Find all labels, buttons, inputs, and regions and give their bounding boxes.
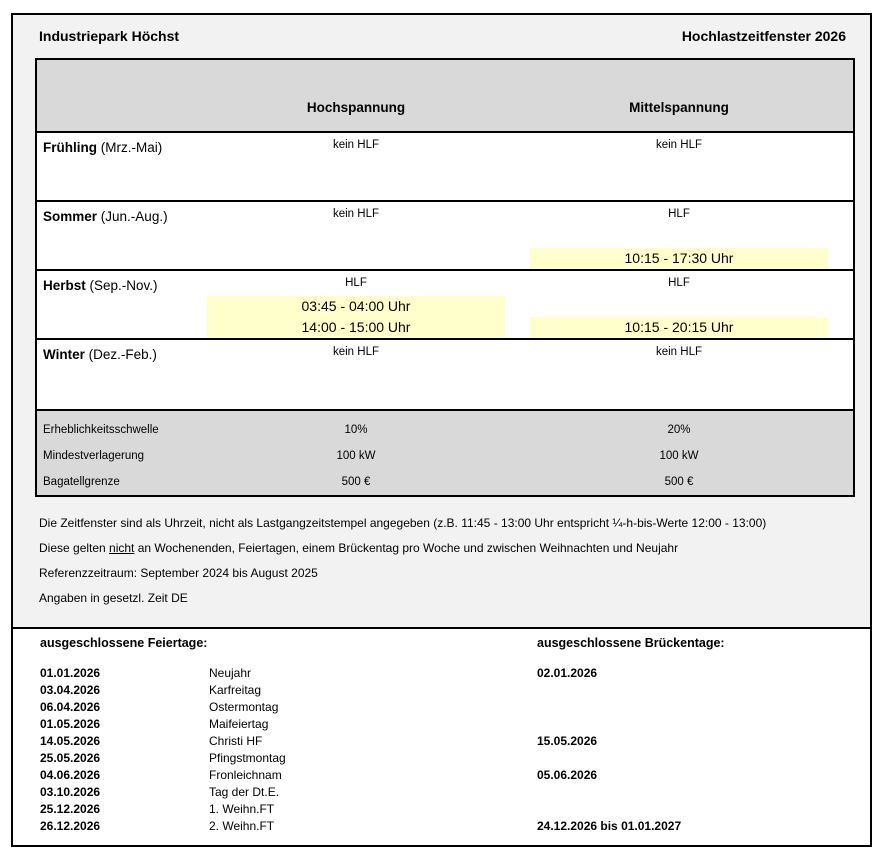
parameter-row-erheblichkeitsschwelle <box>37 417 853 443</box>
exclusions-headers <box>40 636 870 650</box>
holiday-date: 03.10.2026 <box>40 785 101 799</box>
column-header-mittelspannung: Mittelspannung <box>629 100 729 115</box>
parameter-value-mittel: 100 kW <box>659 450 699 462</box>
holiday-name: Neujahr <box>209 666 252 680</box>
cell-hochspannung <box>207 202 505 269</box>
season-label <box>37 133 207 200</box>
hlf-time-window <box>207 296 505 338</box>
row-spacer <box>828 133 853 200</box>
season-label <box>37 202 207 269</box>
holiday-date: 06.04.2026 <box>40 700 101 714</box>
holiday-date: 03.04.2026 <box>40 683 101 697</box>
list-item <box>40 784 870 801</box>
bridgeday-date: 15.05.2026 <box>537 734 598 748</box>
season-name: Herbst <box>43 278 86 293</box>
time-range: 10:15 - 20:15 Uhr <box>624 319 734 335</box>
holiday-date: 25.12.2026 <box>40 802 101 816</box>
cell-hochspannung <box>207 271 505 338</box>
exclusions-section <box>13 627 870 845</box>
column-header-hochspannung: Hochspannung <box>306 100 406 115</box>
column-gap <box>505 202 530 269</box>
note-timezone: Angaben in gesetzl. Zeit DE <box>39 591 188 605</box>
list-item <box>40 665 870 682</box>
document-title: Hochlastzeitfenster 2026 <box>681 28 846 44</box>
bridgeday-date: 05.06.2026 <box>537 768 598 782</box>
parameter-value-mittel: 500 € <box>664 476 694 488</box>
column-gap <box>505 133 530 200</box>
table-row-fruehling <box>37 133 853 202</box>
column-gap <box>505 271 530 338</box>
time-range: 10:15 - 17:30 Uhr <box>624 250 734 266</box>
holiday-name: Christi HF <box>209 734 263 748</box>
list-item <box>40 801 870 818</box>
season-range: (Jun.-Aug.) <box>100 209 168 224</box>
holiday-name: Pfingstmontag <box>209 751 286 765</box>
hlf-status: kein HLF <box>332 346 380 358</box>
hlf-status: kein HLF <box>655 139 703 151</box>
holidays-header: ausgeschlossene Feiertage: <box>40 636 208 650</box>
hlf-time-window <box>530 317 828 338</box>
hlf-status: kein HLF <box>332 208 380 220</box>
row-spacer <box>828 271 853 338</box>
titlebar <box>13 15 870 58</box>
cell-hochspannung <box>207 340 505 409</box>
hlf-status: kein HLF <box>332 139 380 151</box>
season-range: (Dez.-Feb.) <box>88 347 157 362</box>
season-label <box>37 340 207 409</box>
holiday-name: Ostermontag <box>209 700 279 714</box>
season-name: Winter <box>43 347 85 362</box>
season-label <box>37 271 207 338</box>
holiday-date: 25.05.2026 <box>40 751 101 765</box>
hlf-status: HLF <box>668 208 690 220</box>
hlf-status: HLF <box>668 277 690 289</box>
hlf-status: kein HLF <box>655 346 703 358</box>
hlf-status: HLF <box>345 277 367 289</box>
exclusions-list <box>40 665 870 835</box>
table-parameters <box>37 411 853 495</box>
parameter-value-hoch: 10% <box>344 424 368 436</box>
list-item <box>40 682 870 699</box>
list-item <box>40 818 870 835</box>
cell-mittelspannung <box>530 133 828 200</box>
column-gap <box>505 340 530 409</box>
note-validity <box>39 536 846 561</box>
note-validity-nicht: nicht <box>109 541 135 555</box>
table-row-winter <box>37 340 853 411</box>
time-range: 03:45 - 04:00 Uhr <box>301 298 411 314</box>
season-name: Frühling <box>43 140 97 155</box>
holiday-name: Karfreitag <box>209 683 262 697</box>
list-item <box>40 733 870 750</box>
parameter-label: Bagatellgrenze <box>43 476 120 488</box>
parameter-value-mittel: 20% <box>667 424 691 436</box>
notes <box>39 497 846 611</box>
parameter-value-hoch: 500 € <box>341 476 371 488</box>
hlf-time-window <box>530 248 828 269</box>
holiday-date: 01.01.2026 <box>40 666 101 680</box>
holiday-name: Tag der Dt.E. <box>209 785 280 799</box>
parameter-row-bagatellgrenze <box>37 469 853 495</box>
list-item <box>40 699 870 716</box>
row-spacer <box>828 202 853 269</box>
holiday-date: 04.06.2026 <box>40 768 101 782</box>
hlf-table <box>35 58 855 497</box>
cell-hochspannung <box>207 133 505 200</box>
season-range: (Sep.-Nov.) <box>89 278 158 293</box>
holiday-date: 26.12.2026 <box>40 819 101 833</box>
table-header-row <box>37 60 853 133</box>
list-item <box>40 716 870 733</box>
holiday-date: 14.05.2026 <box>40 734 101 748</box>
note-validity-suffix: an Wochenenden, Feiertagen, einem Brückentag pro Woche und zwischen Weihnachten und Neujahr <box>134 541 679 555</box>
bridgeday-date: 24.12.2026 bis 01.01.2027 <box>537 819 682 833</box>
note-validity-prefix: Diese gelten <box>39 541 110 555</box>
holiday-name: 1. Weihn.FT <box>209 802 275 816</box>
note-reference-period: Referenzzeitraum: September 2024 bis August 2025 <box>39 566 318 580</box>
parameter-label: Mindestverlagerung <box>43 450 145 462</box>
row-spacer <box>828 340 853 409</box>
list-item <box>40 767 870 784</box>
cell-mittelspannung <box>530 202 828 269</box>
document-sheet <box>11 13 872 847</box>
parameter-row-mindestverlagerung <box>37 443 853 469</box>
company-title: Industriepark Höchst <box>39 28 180 44</box>
holiday-name: 2. Weihn.FT <box>209 819 275 833</box>
parameter-label: Erheblichkeitsschwelle <box>43 424 159 436</box>
table-row-sommer <box>37 202 853 271</box>
table-row-herbst <box>37 271 853 340</box>
bridgeday-date: 02.01.2026 <box>537 666 598 680</box>
holiday-name: Fronleichnam <box>209 768 282 782</box>
cell-mittelspannung <box>530 340 828 409</box>
season-range: (Mrz.-Mai) <box>100 140 163 155</box>
holiday-date: 01.05.2026 <box>40 717 101 731</box>
bridgedays-header: ausgeschlossene Brückentage: <box>537 636 725 650</box>
season-name: Sommer <box>43 209 98 224</box>
list-item <box>40 750 870 767</box>
holiday-name: Maifeiertag <box>209 717 269 731</box>
time-range: 14:00 - 15:00 Uhr <box>301 319 411 335</box>
cell-mittelspannung <box>530 271 828 338</box>
note-timewindow-definition: Die Zeitfenster sind als Uhrzeit, nicht als Lastgangzeitstempel angegeben (z.B. 11:45 - 13:00 Uhr entspricht ¼-h-bis-Werte 12:00 - 13:00) <box>39 516 767 530</box>
parameter-value-hoch: 100 kW <box>336 450 376 462</box>
